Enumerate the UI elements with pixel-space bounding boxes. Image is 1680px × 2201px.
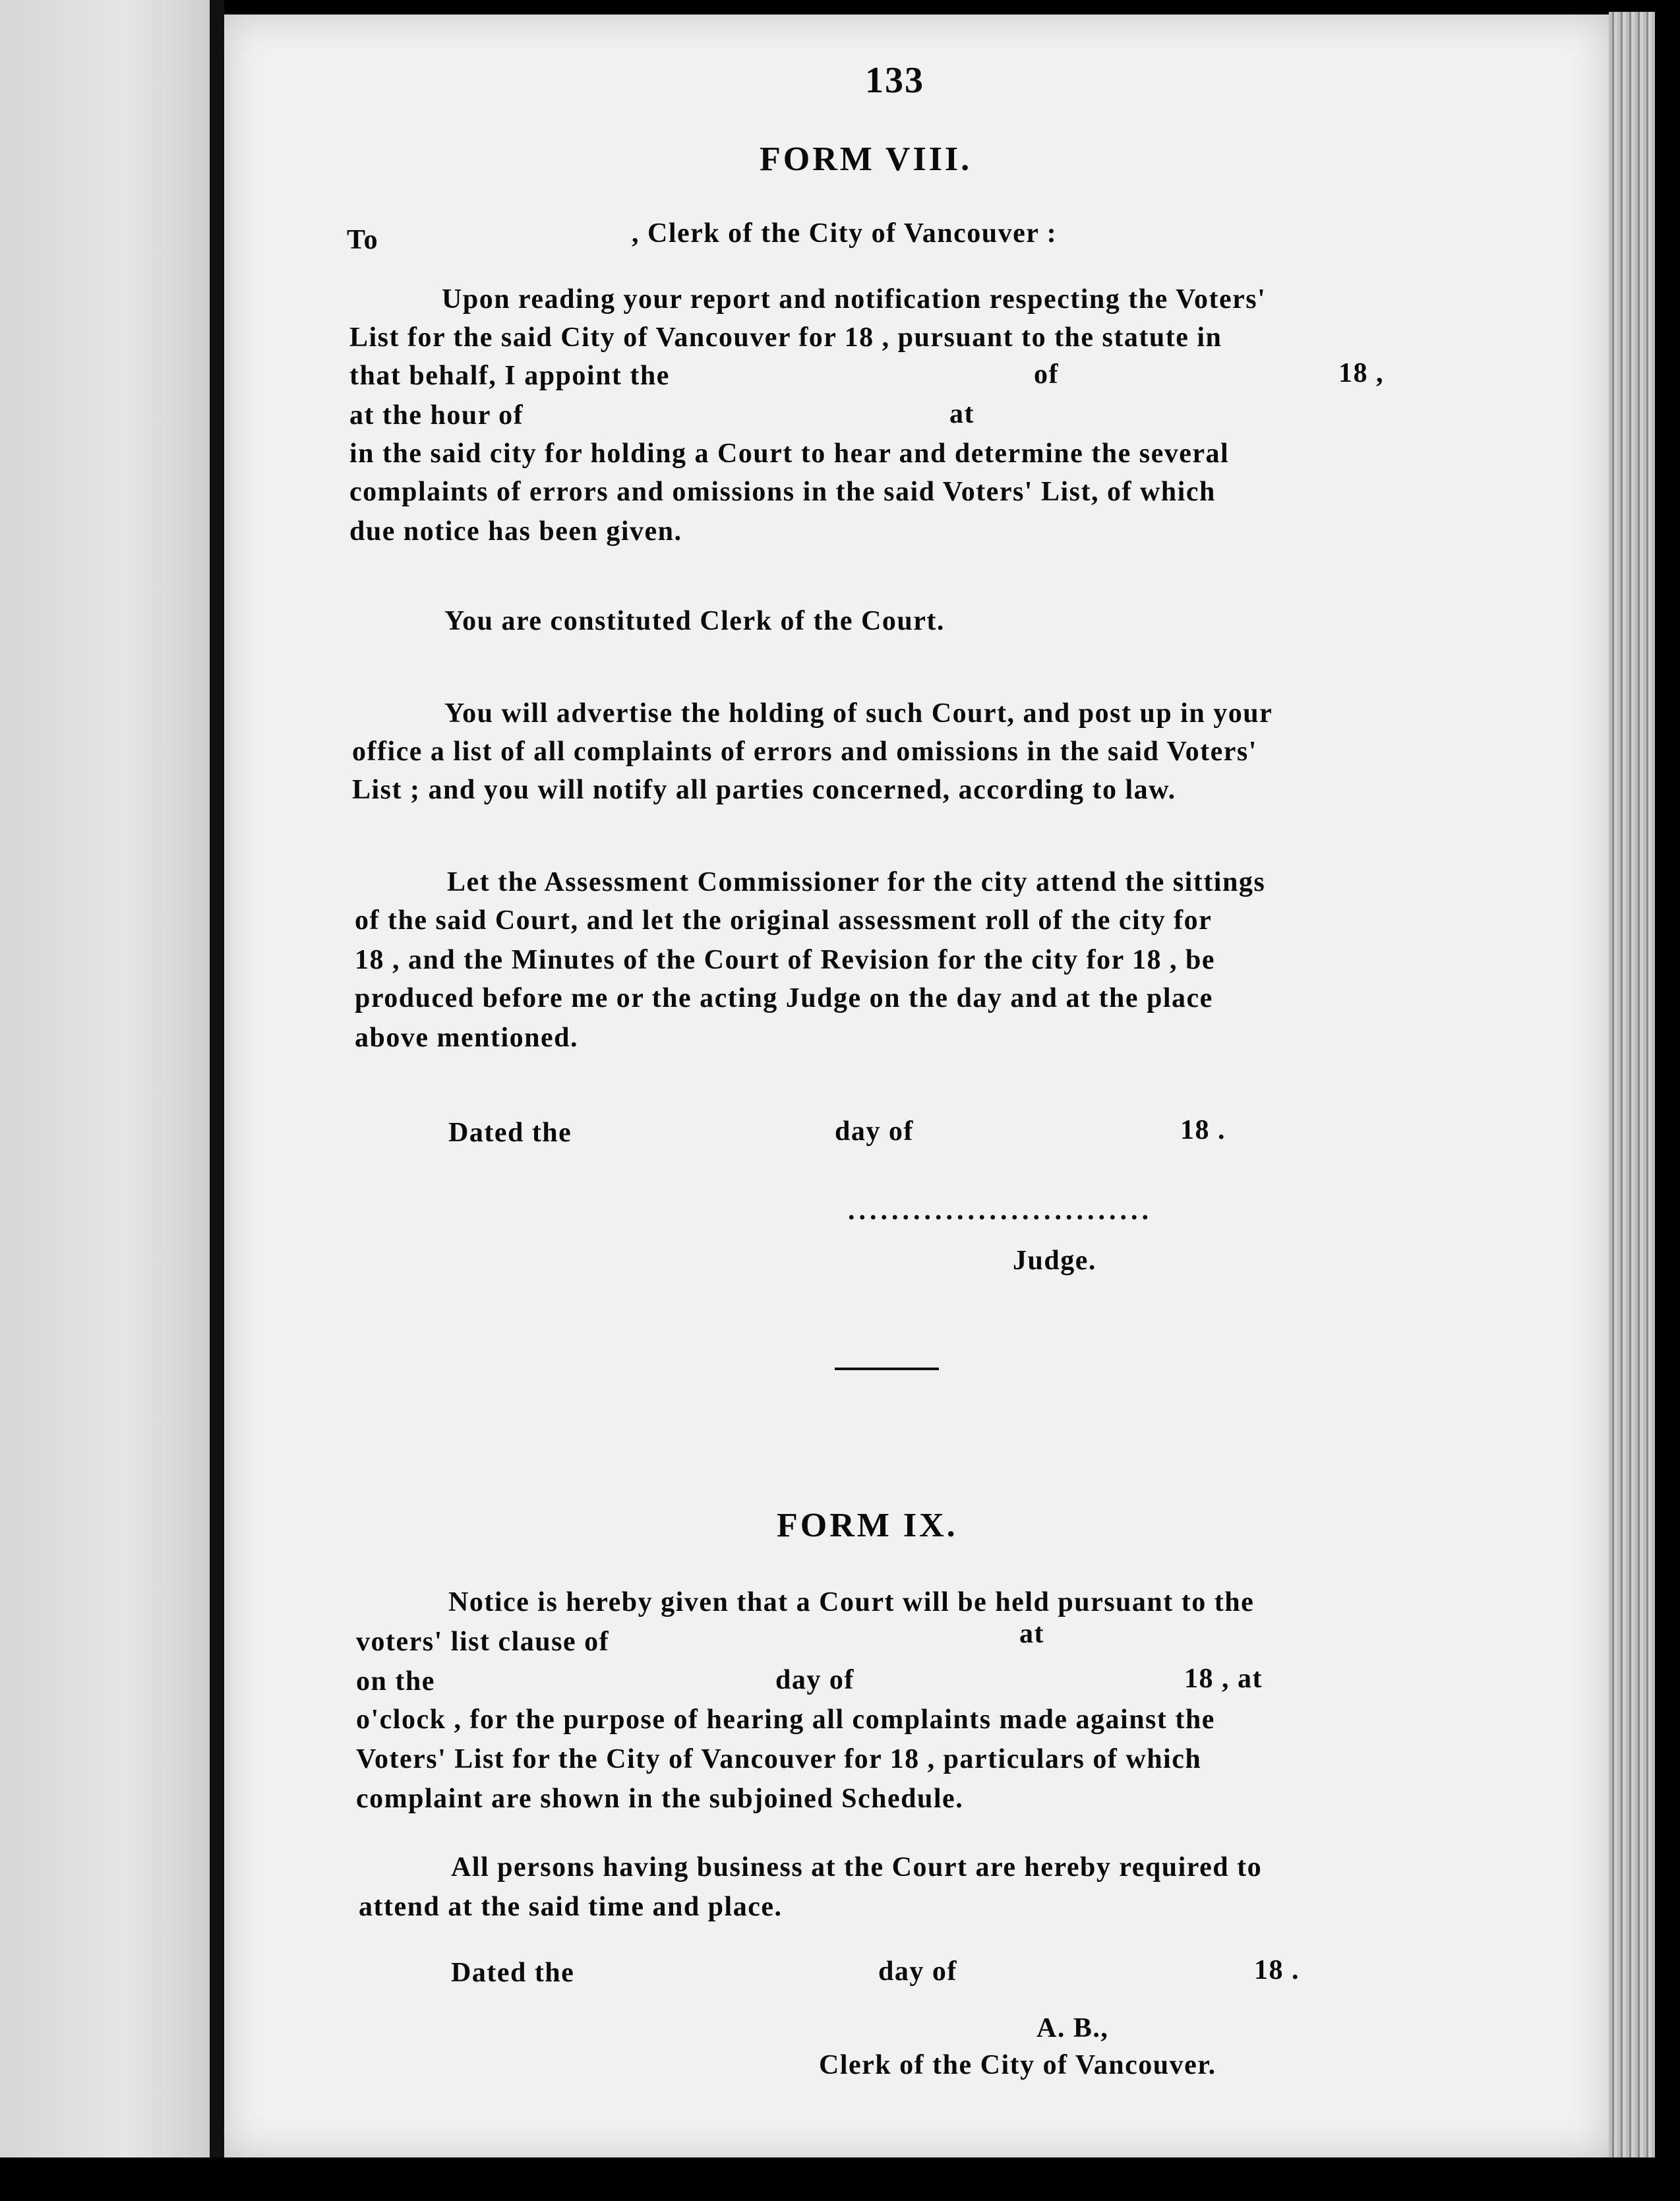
form8-p2: You are constituted Clerk of the Court. (444, 606, 945, 636)
form8-p1-line1: Upon reading your report and notification respecting the Voters' (442, 284, 1267, 315)
facing-page-edge (0, 0, 210, 2201)
form8-p3-line1: You will advertise the holding of such Court, and post up in your (444, 698, 1273, 729)
form9-dated-year: 18 . (1254, 1955, 1300, 1985)
form9-p1-line2a: voters' list clause of (356, 1627, 610, 1657)
form8-p1-line6: complaints of errors and omissions in the said Voters' List, of which (349, 477, 1216, 507)
judge-signature-line: ............................ (848, 1195, 1153, 1226)
form8-p1-line5: in the said city for holding a Court to hear and determine the several (349, 438, 1230, 469)
judge-title: Judge. (1013, 1246, 1096, 1276)
form9-p1-line5: Voters' List for the City of Vancouver for 18 , particulars of which (356, 1744, 1202, 1774)
signer-name: A. B., (1036, 2013, 1109, 2043)
form8-p1-line3b: of (1034, 359, 1059, 390)
form8-p3-line3: List ; and you will notify all parties concerned, according to law. (352, 775, 1176, 805)
to-addressee: , Clerk of the City of Vancouver : (632, 218, 1058, 249)
form9-p1-line3a: on the (356, 1666, 435, 1697)
form8-dated-dayof: day of (835, 1116, 914, 1147)
form-ix-title: FORM IX. (777, 1507, 958, 1544)
form8-p1-line4a: at the hour of (349, 400, 524, 431)
book-gutter (210, 0, 224, 2201)
form9-p1-line3c: 18 , at (1184, 1664, 1263, 1694)
form8-p4-line1: Let the Assessment Commissioner for the city attend the sittings (447, 867, 1266, 897)
form8-p1-line3a: that behalf, I appoint the (349, 361, 670, 391)
form9-p1-line1: Notice is hereby given that a Court will be held pursuant to the (448, 1587, 1255, 1617)
form9-p2-line2: attend at the said time and place. (359, 1892, 783, 1922)
form8-dated-label: Dated the (448, 1118, 572, 1148)
form8-p1-line2: List for the said City of Vancouver for 18 , pursuant to the statute in (349, 322, 1222, 353)
to-label: To (347, 225, 379, 255)
page-stack-edge (1609, 12, 1655, 2160)
form9-p1-line3b: day of (775, 1665, 855, 1695)
form8-p1-line4b: at (949, 399, 975, 429)
form9-p1-line6: complaint are shown in the subjoined Schedule. (356, 1784, 964, 1814)
form9-p2-line1: All persons having business at the Court are hereby required to (451, 1852, 1263, 1883)
form8-p4-line3: 18 , and the Minutes of the Court of Revision for the city for 18 , be (355, 945, 1216, 975)
document-page (224, 15, 1609, 2157)
form8-p4-line5: above mentioned. (355, 1023, 578, 1053)
form9-p1-line2b: at (1019, 1619, 1044, 1649)
form8-p3-line2: office a list of all complaints of errors and omissions in the said Voters' (352, 737, 1257, 767)
form8-p1-line3c: 18 , (1338, 358, 1384, 388)
signer-title: Clerk of the City of Vancouver. (819, 2050, 1216, 2080)
form9-dated-label: Dated the (451, 1958, 575, 1988)
form9-p1-line4: o'clock , for the purpose of hearing all complaints made against the (356, 1704, 1215, 1735)
section-divider (835, 1368, 939, 1370)
form8-p4-line2: of the said Court, and let the original assessment roll of the city for (355, 905, 1213, 936)
scan-border-bottom (0, 2157, 1680, 2201)
form8-dated-year: 18 . (1180, 1115, 1226, 1145)
page-number: 133 (865, 60, 924, 101)
form8-p4-line4: produced before me or the acting Judge on the day and at the place (355, 983, 1213, 1013)
form8-p1-line7: due notice has been given. (349, 516, 682, 547)
form-viii-title: FORM VIII. (760, 140, 973, 178)
form9-dated-dayof: day of (878, 1956, 957, 1987)
